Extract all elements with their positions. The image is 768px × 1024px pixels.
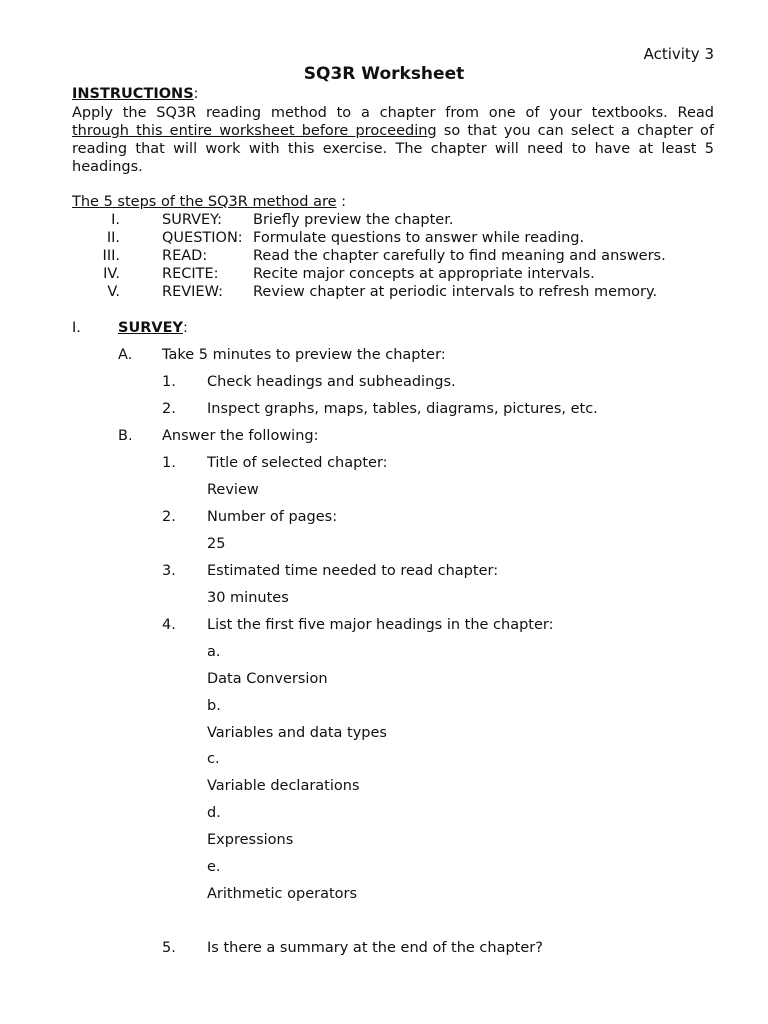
step-number: II.: [106, 230, 120, 246]
answer-heading[interactable]: Data Conversion: [207, 671, 328, 687]
item-number: 2.: [162, 401, 176, 417]
question-text: Number of pages:: [207, 509, 338, 525]
survey-heading-text: SURVEY: [118, 320, 184, 336]
subsection-letter: A.: [118, 347, 133, 363]
step-description: Recite major concepts at appropriate intervals.: [253, 266, 595, 282]
heading-letter: b.: [207, 698, 221, 714]
step-label: READ:: [162, 248, 208, 264]
heading-letter: d.: [207, 805, 221, 821]
answer-number-of-pages[interactable]: 25: [207, 536, 226, 552]
instructions-line-1-text: Apply the SQ3R reading method to a chapter from one of your textbooks. Read: [72, 105, 714, 121]
step-description: Read the chapter carefully to find meaning and answers.: [253, 248, 666, 264]
step-number: III.: [102, 248, 120, 264]
heading-letter: e.: [207, 859, 221, 875]
subsection-letter: B.: [118, 428, 133, 444]
question-text: Title of selected chapter:: [207, 455, 388, 471]
question-number: 2.: [162, 509, 176, 525]
instructions-line-4-text: headings.: [72, 159, 143, 175]
question-number: 5.: [162, 940, 176, 956]
instructions-emphasis: through this entire worksheet before proceeding: [72, 123, 437, 139]
step-label: REVIEW:: [162, 284, 223, 300]
instructions-line-1: [72, 104, 714, 122]
step-number: IV.: [103, 266, 120, 282]
step-label: QUESTION:: [162, 230, 243, 246]
step-description: Formulate questions to answer while reading.: [253, 230, 585, 246]
item-number: 1.: [162, 374, 176, 390]
step-number: I.: [111, 212, 120, 228]
answer-heading[interactable]: Variable declarations: [207, 778, 360, 794]
question-text: Is there a summary at the end of the chapter?: [207, 940, 543, 956]
step-number: V.: [107, 284, 120, 300]
heading-letter: a.: [207, 644, 221, 660]
step-label: SURVEY:: [162, 212, 222, 228]
steps-intro-colon: :: [336, 194, 347, 210]
instructions-heading: [72, 85, 199, 103]
steps-intro-text: The 5 steps of the SQ3R method are: [72, 194, 337, 210]
subsection-text: Take 5 minutes to preview the chapter:: [162, 347, 446, 363]
instructions-colon: :: [193, 86, 199, 102]
instructions-line-3-text: reading that will work with this exercise. The chapter will need to have at least 5: [72, 141, 714, 157]
question-number: 4.: [162, 617, 176, 633]
answer-heading[interactable]: Variables and data types: [207, 725, 387, 741]
activity-label: Activity 3: [643, 45, 714, 63]
question-number: 3.: [162, 563, 176, 579]
question-number: 1.: [162, 455, 176, 471]
step-description: Briefly preview the chapter.: [253, 212, 454, 228]
subsection-text: Answer the following:: [162, 428, 319, 444]
instructions-line-2: [72, 122, 714, 140]
step-label: RECITE:: [162, 266, 219, 282]
step-description: Review chapter at periodic intervals to refresh memory.: [253, 284, 658, 300]
answer-estimated-time[interactable]: 30 minutes: [207, 590, 289, 606]
page-title: SQ3R Worksheet: [303, 64, 465, 84]
item-text: Check headings and subheadings.: [207, 374, 456, 390]
instructions-line-2-text: so that you can select a chapter of: [436, 123, 714, 139]
answer-heading[interactable]: Arithmetic operators: [207, 886, 358, 902]
answer-heading[interactable]: Expressions: [207, 832, 294, 848]
section-number: I.: [72, 320, 81, 336]
instructions-paragraph: [72, 104, 714, 176]
instructions-heading-text: INSTRUCTIONS: [72, 86, 194, 102]
survey-heading: [118, 319, 188, 337]
survey-heading-colon: :: [183, 320, 188, 336]
steps-intro: [72, 193, 346, 211]
question-text: List the first five major headings in the chapter:: [207, 617, 554, 633]
item-text: Inspect graphs, maps, tables, diagrams, pictures, etc.: [207, 401, 598, 417]
instructions-line-4: [72, 158, 714, 176]
heading-letter: c.: [207, 751, 220, 767]
instructions-line-3: [72, 140, 714, 158]
answer-chapter-title[interactable]: Review: [207, 482, 259, 498]
question-text: Estimated time needed to read chapter:: [207, 563, 499, 579]
